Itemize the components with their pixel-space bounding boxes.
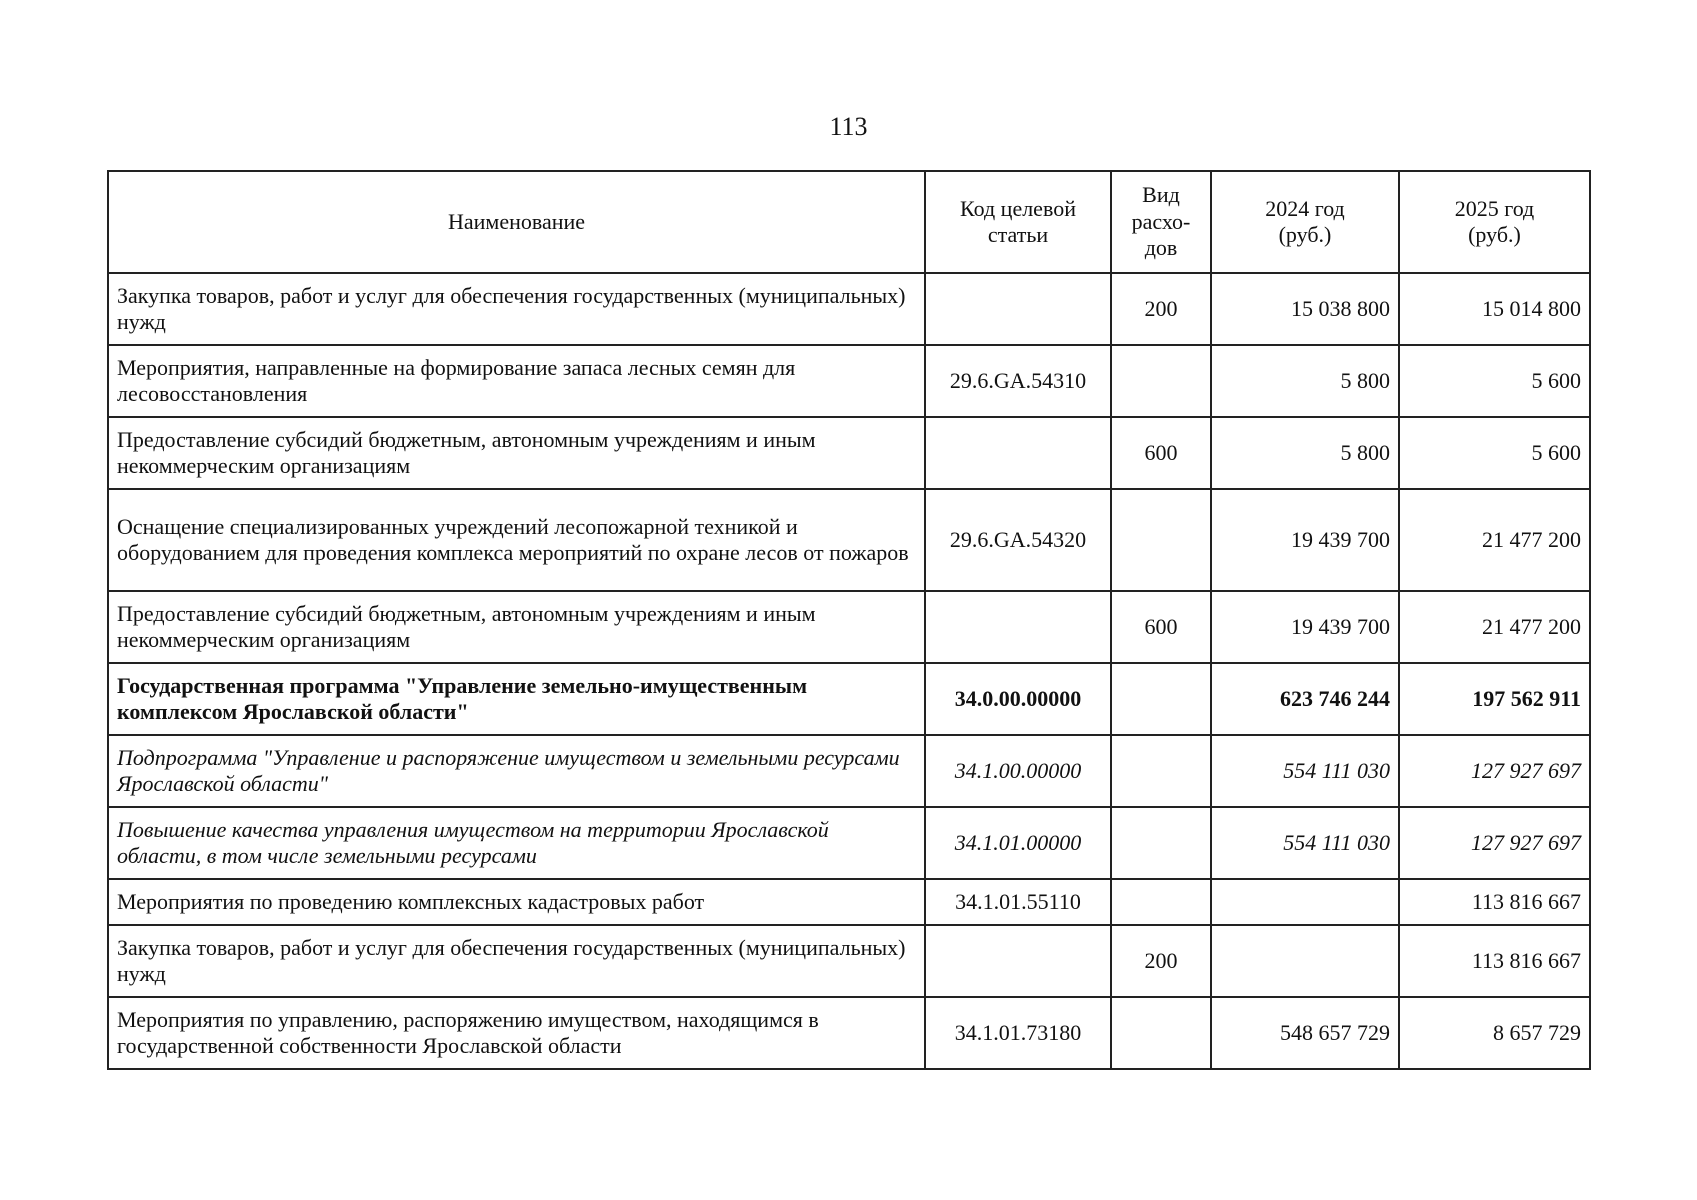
cell-2024: [1211, 925, 1399, 997]
cell-kind: [1111, 807, 1211, 879]
header-name: Наименование: [108, 171, 925, 273]
cell-2024: 554 111 030: [1211, 735, 1399, 807]
table-row: [108, 489, 1590, 591]
cell-name: Закупка товаров, работ и услуг для обеспечения государственных (муниципальных) нужд: [108, 273, 925, 345]
cell-code: 29.6.GA.54320: [925, 489, 1111, 591]
cell-code: [925, 925, 1111, 997]
cell-name: Государственная программа "Управление земельно-имущественным комплексом Ярославской области": [108, 663, 925, 735]
cell-code: 34.1.00.00000: [925, 735, 1111, 807]
cell-kind: [1111, 489, 1211, 591]
cell-kind: 600: [1111, 417, 1211, 489]
cell-name: Мероприятия, направленные на формирование запаса лесных семян для лесовосстановления: [108, 345, 925, 417]
cell-kind: [1111, 879, 1211, 925]
cell-2025: 5 600: [1399, 417, 1590, 489]
cell-kind: [1111, 663, 1211, 735]
table-row: [108, 345, 1590, 417]
cell-code: [925, 273, 1111, 345]
cell-2025: 197 562 911: [1399, 663, 1590, 735]
table-row-subprogram: [108, 807, 1590, 879]
cell-code: 34.0.00.00000: [925, 663, 1111, 735]
cell-kind: 600: [1111, 591, 1211, 663]
cell-code: 34.1.01.00000: [925, 807, 1111, 879]
cell-2025: 127 927 697: [1399, 807, 1590, 879]
cell-2025: 5 600: [1399, 345, 1590, 417]
table-row: [108, 879, 1590, 925]
table-row: [108, 925, 1590, 997]
cell-2024: 554 111 030: [1211, 807, 1399, 879]
table-row: [108, 591, 1590, 663]
cell-code: 34.1.01.55110: [925, 879, 1111, 925]
cell-code: 29.6.GA.54310: [925, 345, 1111, 417]
cell-2025: 8 657 729: [1399, 997, 1590, 1069]
cell-code: [925, 417, 1111, 489]
cell-name: Предоставление субсидий бюджетным, автономным учреждениям и иным некоммерческим организациям: [108, 417, 925, 489]
cell-name: Оснащение специализированных учреждений лесопожарной техникой и оборудованием для проведения комплекса мероприятий по охране лесов от пожаров: [108, 489, 925, 591]
cell-code: [925, 591, 1111, 663]
cell-name: Закупка товаров, работ и услуг для обеспечения государственных (муниципальных) нужд: [108, 925, 925, 997]
cell-2024: 548 657 729: [1211, 997, 1399, 1069]
cell-name: Повышение качества управления имуществом на территории Ярославской области, в том числе земельными ресурсами: [108, 807, 925, 879]
cell-name: Мероприятия по проведению комплексных кадастровых работ: [108, 879, 925, 925]
cell-name: Мероприятия по управлению, распоряжению имуществом, находящимся в государственной собственности Ярославской области: [108, 997, 925, 1069]
header-kind: Вид расхо- дов: [1111, 171, 1211, 273]
cell-kind: [1111, 735, 1211, 807]
cell-kind: [1111, 345, 1211, 417]
cell-2025: 127 927 697: [1399, 735, 1590, 807]
cell-2025: 113 816 667: [1399, 925, 1590, 997]
cell-kind: 200: [1111, 273, 1211, 345]
cell-2025: 15 014 800: [1399, 273, 1590, 345]
header-2024: 2024 год (руб.): [1211, 171, 1399, 273]
cell-kind: [1111, 997, 1211, 1069]
table-row: [108, 997, 1590, 1069]
cell-2024: 5 800: [1211, 345, 1399, 417]
table-row: [108, 417, 1590, 489]
cell-2025: 113 816 667: [1399, 879, 1590, 925]
header-2025: 2025 год (руб.): [1399, 171, 1590, 273]
page-number: 113: [829, 112, 868, 141]
cell-name: Предоставление субсидий бюджетным, автономным учреждениям и иным некоммерческим организациям: [108, 591, 925, 663]
cell-name: Подпрограмма "Управление и распоряжение имуществом и земельными ресурсами Ярославской области": [108, 735, 925, 807]
table-header-row: [108, 171, 1590, 273]
cell-2024: [1211, 879, 1399, 925]
cell-2024: 5 800: [1211, 417, 1399, 489]
cell-code: 34.1.01.73180: [925, 997, 1111, 1069]
cell-kind: 200: [1111, 925, 1211, 997]
cell-2024: 19 439 700: [1211, 591, 1399, 663]
cell-2024: 19 439 700: [1211, 489, 1399, 591]
table-row-program: [108, 663, 1590, 735]
table-row-subprogram: [108, 735, 1590, 807]
table-row: [108, 273, 1590, 345]
table-body: [108, 273, 1590, 1069]
header-code: Код целевой статьи: [925, 171, 1111, 273]
budget-table: [107, 170, 1591, 1070]
cell-2025: 21 477 200: [1399, 591, 1590, 663]
cell-2025: 21 477 200: [1399, 489, 1590, 591]
cell-2024: 623 746 244: [1211, 663, 1399, 735]
cell-2024: 15 038 800: [1211, 273, 1399, 345]
